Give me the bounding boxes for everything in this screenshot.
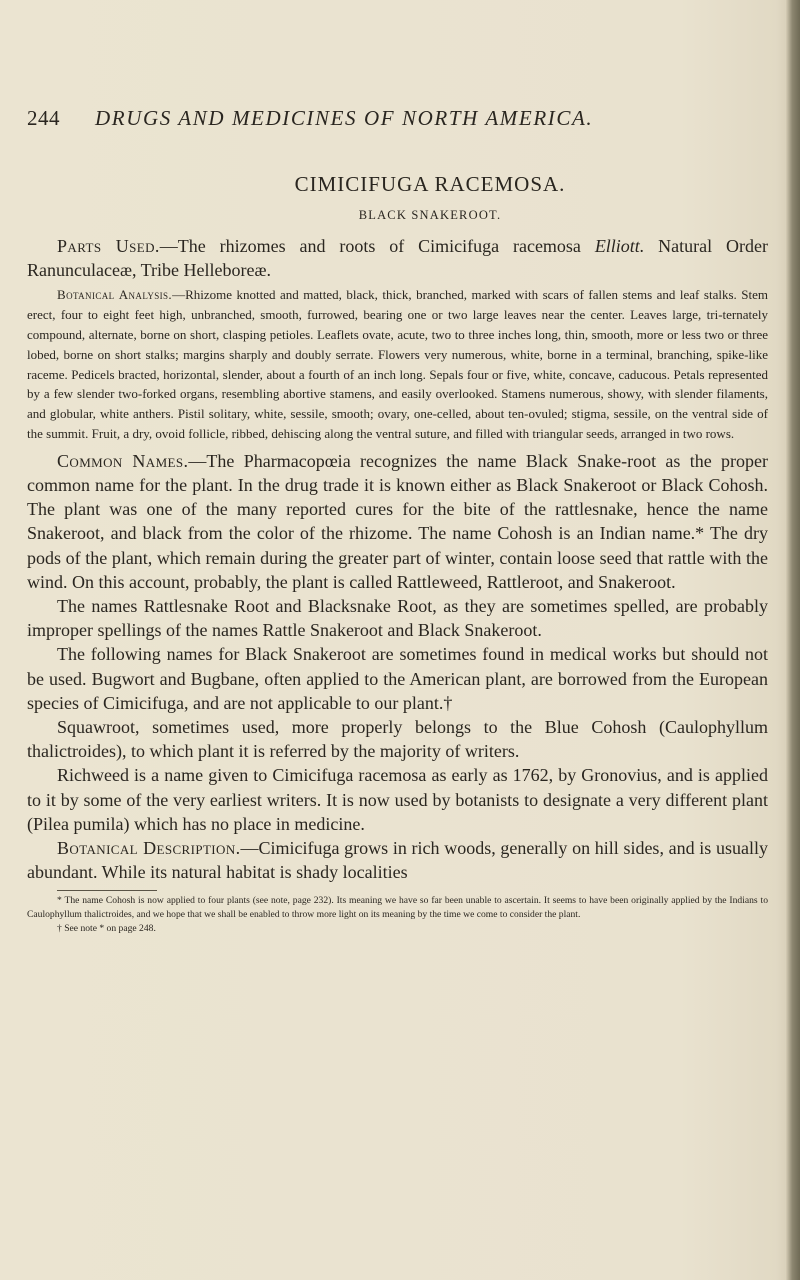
footnote-star: * The name Cohosh is now applied to four plants (see note, page 232). Its meaning we have so far been unable to ascertain. It seems to have been originally applied by the Indians to Caulophyllum thalictroides, and we hope that we shall be enabled to throw more light on its meaning by the time we come to consider the plant. [27, 895, 768, 921]
common-names-paragraph [27, 449, 768, 594]
parts-used-text-2: Natural Order Ranunculaceæ, Tribe Helleboreæ. [27, 236, 769, 281]
article-subtitle: BLACK SNAKEROOT. [358, 208, 502, 222]
page-number: 244 [27, 106, 60, 130]
parts-used-paragraph [27, 234, 768, 282]
parts-used-authority: Elliott. [594, 236, 645, 256]
article-title: CIMICIFUGA RACEMOSA. [294, 172, 566, 196]
botanical-description-text: —Cimicifuga grows in rich woods, generally on hill sides, and is usually abundant. While its natural habitat is shady localities [27, 838, 768, 883]
common-names-paragraph-3: The following names for Black Snakeroot are sometimes found in medical works but should not be used. Bugwort and Bugbane, often applied to the American plant, are borrowed from the European species of Cimicifuga, and are not applicable to our plant.† [27, 644, 768, 713]
botanical-analysis-paragraph [27, 285, 768, 443]
common-names-text-1: —The Pharmacopœia recognizes the name Black Snake-root as the proper common name for the plant. In the drug trade it is known either as Black Snakeroot or Black Cohosh. The plant was one of the many reported cures for the bite of the rattlesnake, hence the name Snakeroot, and black from the color of the rhizome. The name Cohosh is an Indian name.* The dry pods of the plant, which remain during the greater part of winter, contain loose seed that rattle with the wind. On this account, probably, the plant is called Rattleweed, Rattleroot, and Snakeroot. [27, 450, 768, 592]
parts-used-text: —The rhizomes and roots of Cimicifuga racemosa [159, 236, 595, 256]
article-body [27, 234, 768, 936]
common-names-paragraph-4: Squawroot, sometimes used, more properly belongs to the Blue Cohosh (Caulophyllum thalictroides), to which plant it is referred by the majority of writers. [27, 717, 768, 762]
common-names-paragraph-5: Richweed is a name given to Cimicifuga racemosa as early as 1762, by Gronovius, and is applied to it by some of the very earliest writers. It is now used by botanists to designate a very different plant (Pilea pumila) which has no place in medicine. [27, 765, 768, 834]
botanical-analysis-heading: Botanical Analysis. [57, 287, 173, 303]
botanical-description-paragraph [27, 836, 768, 884]
parts-used-heading: Parts Used. [57, 236, 160, 256]
botanical-analysis-text: —Rhizome knotted and matted, black, thick, branched, marked with scars of fallen stems and leaf stalks. Stem erect, four to eight feet high, unbranched, smooth, furrowed, bearing one or two large leaves near the center. Leaves large, tri-ternately compound, alternate, borne on short, clasping petioles. Leaflets ovate, acute, two to three inches long, thin, smooth, more or less two or three lobed, borne on short stalks; margins sharply and doubly serrate. Flowers very numerous, white, borne in a terminal, branching, spike-like raceme. Pedicels bracted, horizontal, slender, about a fourth of an inch long. Sepals four or five, white, concave, caducous. Petals represented by a few slender two-forked organs, resembling abortive stamens, and easily overlooked. Stamens numerous, showy, with slender filaments, and globular, white anthers. Pistil solitary, white, sessile, smooth; ovary, one-celled, about ten-ovuled; stigma, sessile, on the ventral side of the summit. Fruit, a dry, ovoid follicle, ribbed, dehiscing along the ventral suture, and filled with triangular seeds, arranged in two rows. [27, 287, 768, 441]
common-names-paragraph-2: The names Rattlesnake Root and Blacksnake Root, as they are sometimes spelled, are probably improper spellings of the names Rattle Snakeroot and Black Snakeroot. [27, 596, 768, 641]
footnote-dagger: † See note * on page 248. [57, 923, 156, 935]
botanical-description-heading: Botanical Description. [57, 838, 241, 859]
footnote-rule [57, 890, 157, 891]
common-names-heading: Common Names. [57, 450, 189, 471]
running-title: DRUGS AND MEDICINES OF NORTH AMERICA. [95, 106, 594, 130]
